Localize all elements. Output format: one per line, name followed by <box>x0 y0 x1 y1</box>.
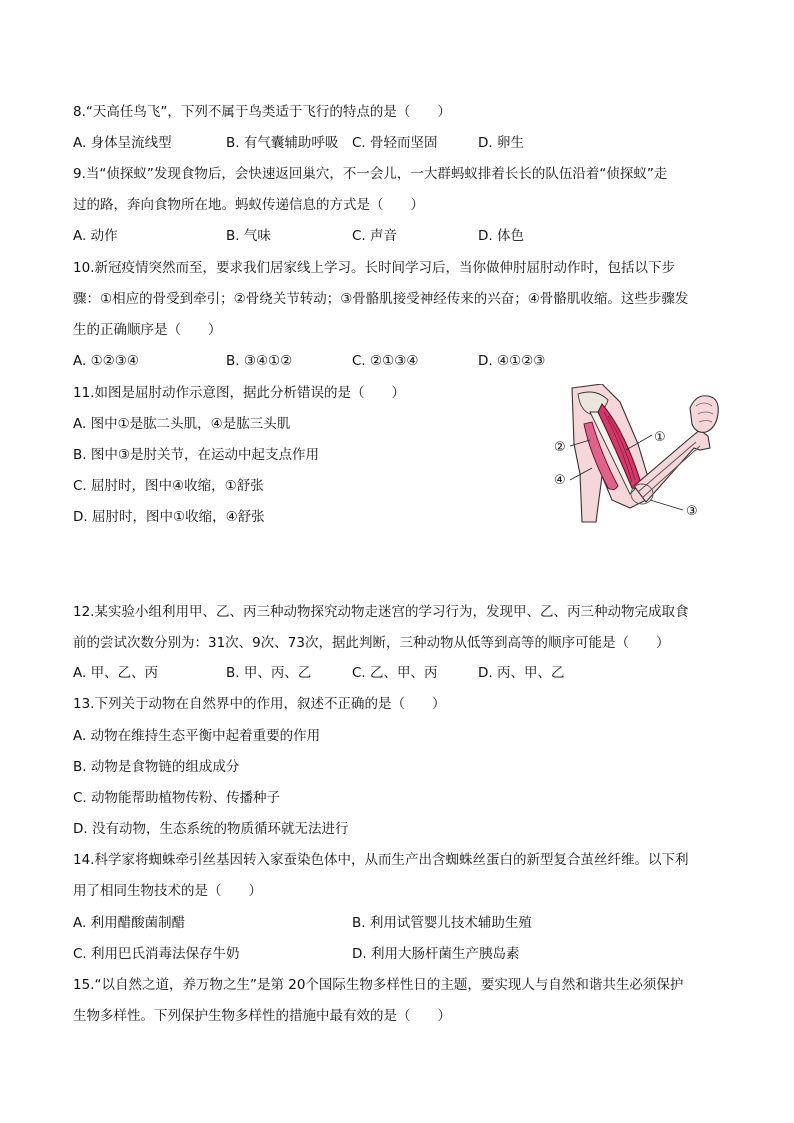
q10-stem-line1: 10.新冠疫情突然而至，要求我们居家线上学习。长时间学习后，当你做伸肘屈肘动作时，包括以下步 <box>73 260 675 276</box>
q10-option-a[interactable]: A. ①②③④ <box>73 353 139 369</box>
q11-option-b[interactable]: B. 图中③是肘关节，在运动中起支点作用 <box>73 447 319 463</box>
q14-option-c[interactable]: C. 利用巴氏消毒法保存牛奶 <box>73 946 240 962</box>
label-1: ① <box>654 430 666 445</box>
elbow-flexion-diagram <box>550 384 722 526</box>
q10-option-d[interactable]: D. ④①②③ <box>478 353 546 369</box>
q11-option-c[interactable]: C. 屈肘时，图中④收缩，①舒张 <box>73 478 264 494</box>
q8-stem: 8.“天高任鸟飞”，下列不属于鸟类适于飞行的特点的是（ ） <box>73 104 451 120</box>
q13-option-a[interactable]: A. 动物在维持生态平衡中起着重要的作用 <box>73 728 321 744</box>
q9-option-c[interactable]: C. 声音 <box>352 228 398 244</box>
label-2: ② <box>554 440 566 455</box>
q12-option-b[interactable]: B. 甲、丙、乙 <box>226 665 312 681</box>
q14-stem-line2: 用了相同生物技术的是（ ） <box>73 883 262 899</box>
q9-stem-line1: 9.当“侦探蚁”发现食物后，会快速返回巢穴，不一会儿，一大群蚂蚁排着长长的队伍沿着“侦探蚁”走 <box>73 166 668 182</box>
q8-option-b[interactable]: B. 有气囊辅助呼吸 <box>226 135 339 151</box>
q14-stem-line1: 14.科学家将蜘蛛牵引丝基因转入家蚕染色体中，从而生产出含蜘蛛丝蛋白的新型复合茧丝纤维。以下利 <box>73 852 689 868</box>
q9-option-a[interactable]: A. 动作 <box>73 228 118 244</box>
q12-stem-line1: 12.某实验小组利用甲、乙、丙三种动物探究动物走迷宫的学习行为，发现甲、乙、丙三种动物完成取食 <box>73 604 689 620</box>
q15-stem-line1: 15.“以自然之道，养万物之生”是第 20个国际生物多样性日的主题，要实现人与自然和谐共生必须保护 <box>73 977 684 993</box>
q10-option-c[interactable]: C. ②①③④ <box>352 353 419 369</box>
q10-stem-line3: 生的正确顺序是（ ） <box>73 322 222 338</box>
q9-option-d[interactable]: D. 体色 <box>478 228 524 244</box>
q14-option-d[interactable]: D. 利用大肠杆菌生产胰岛素 <box>352 946 520 962</box>
q10-option-b[interactable]: B. ③④①② <box>226 353 293 369</box>
label-3: ③ <box>686 504 698 519</box>
q14-option-b[interactable]: B. 利用试管婴儿技术辅助生殖 <box>352 915 532 931</box>
q15-stem-line2: 生物多样性。下列保护生物多样性的措施中最有效的是（ ） <box>73 1008 451 1024</box>
q11-option-a[interactable]: A. 图中①是肱二头肌，④是肱三头肌 <box>73 416 291 432</box>
q13-stem: 13.下列关于动物在自然界中的作用，叙述不正确的是（ ） <box>73 696 446 712</box>
q8-option-c[interactable]: C. 骨轻而坚固 <box>352 135 438 151</box>
label-4: ④ <box>554 473 566 488</box>
q8-option-a[interactable]: A. 身体呈流线型 <box>73 135 172 151</box>
q12-option-d[interactable]: D. 丙、甲、乙 <box>478 665 565 681</box>
q14-option-a[interactable]: A. 利用醋酸菌制醋 <box>73 915 186 931</box>
q12-option-c[interactable]: C. 乙、甲、丙 <box>352 665 438 681</box>
q9-option-b[interactable]: B. 气味 <box>226 228 271 244</box>
q11-stem: 11.如图是屈肘动作示意图，据此分析错误的是（ ） <box>73 385 405 401</box>
q13-option-d[interactable]: D. 没有动物，生态系统的物质循环就无法进行 <box>73 821 349 837</box>
q13-option-b[interactable]: B. 动物是食物链的组成成分 <box>73 759 240 775</box>
q10-stem-line2: 骤：①相应的骨受到牵引；②骨绕关节转动；③骨骼肌接受神经传来的兴奋；④骨骼肌收缩。这些步骤发 <box>73 291 689 307</box>
q12-stem-line2: 前的尝试次数分别为：31次、9次、73次，据此判断，三种动物从低等到高等的顺序可能是（ ） <box>73 635 670 651</box>
q13-option-c[interactable]: C. 动物能帮助植物传粉、传播种子 <box>73 790 281 806</box>
q12-option-a[interactable]: A. 甲、乙、丙 <box>73 665 159 681</box>
q11-option-d[interactable]: D. 屈肘时，图中①收缩，④舒张 <box>73 509 265 525</box>
q8-option-d[interactable]: D. 卵生 <box>478 135 524 151</box>
q9-stem-line2: 过的路，奔向食物所在地。蚂蚁传递信息的方式是（ ） <box>73 197 424 213</box>
